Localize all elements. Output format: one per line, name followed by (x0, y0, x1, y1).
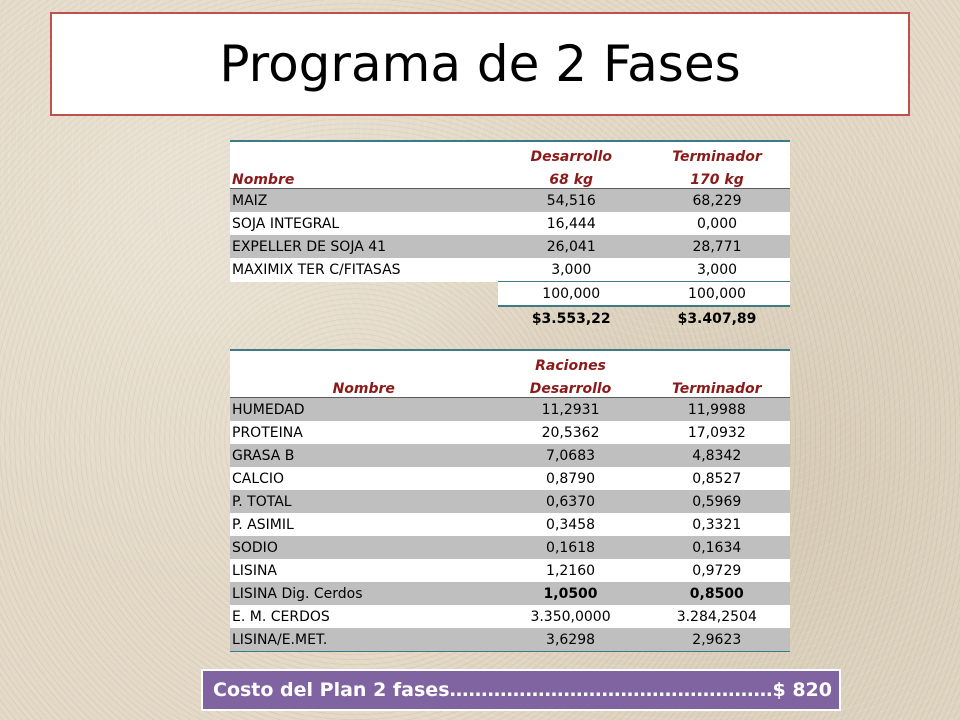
header-cell (230, 350, 498, 374)
nutrient-name: LISINA/E.MET. (230, 628, 498, 652)
header-desarrollo: Desarrollo (498, 374, 644, 398)
value-desarrollo: 11,2931 (498, 398, 644, 422)
ingredient-name: SOJA INTEGRAL (230, 212, 498, 235)
nutrient-name: GRASA B (230, 444, 498, 467)
value-terminador: 0,3321 (644, 513, 790, 536)
value-terminador: 68,229 (644, 189, 790, 213)
value-terminador: 2,9623 (644, 628, 790, 652)
table-header-row (230, 165, 790, 189)
value-terminador: 0,8500 (644, 582, 790, 605)
value-terminador: 0,000 (644, 212, 790, 235)
value-desarrollo: 0,6370 (498, 490, 644, 513)
table-row (230, 212, 790, 235)
table-row (230, 582, 790, 605)
totals-spacer (230, 282, 498, 307)
value-terminador: 0,5969 (644, 490, 790, 513)
total-terminador: 100,000 (644, 282, 790, 307)
header-terminador: Terminador (644, 141, 790, 165)
nutrient-table (230, 349, 790, 652)
table-row (230, 235, 790, 258)
table-header-row (230, 374, 790, 398)
value-desarrollo: 0,8790 (498, 467, 644, 490)
value-desarrollo: 3,6298 (498, 628, 644, 652)
cost-summary-box (201, 669, 841, 711)
table-row (230, 421, 790, 444)
table-row (230, 628, 790, 652)
table-row (230, 536, 790, 559)
table-row (230, 513, 790, 536)
price-terminador: $3.407,89 (677, 310, 757, 327)
value-terminador: 0,8527 (644, 467, 790, 490)
header-nombre: Nombre (230, 374, 498, 398)
total-desarrollo: 100,000 (498, 282, 644, 307)
value-terminador: 0,1634 (644, 536, 790, 559)
value-terminador: 3,000 (644, 258, 790, 282)
nutrient-name: LISINA (230, 559, 498, 582)
slide-title: Programa de 2 Fases (219, 35, 741, 93)
value-desarrollo: 16,444 (498, 212, 644, 235)
nutrient-name: HUMEDAD (230, 398, 498, 422)
nutrient-name: E. M. CERDOS (230, 605, 498, 628)
table-header-row (230, 350, 790, 374)
header-terminador: Terminador (644, 374, 790, 398)
table-row (230, 559, 790, 582)
cost-summary-text: Costo del Plan 2 fases……………………………………………$ 820 (213, 679, 832, 701)
price-row (230, 306, 790, 330)
value-terminador: 11,9988 (644, 398, 790, 422)
value-desarrollo: 20,5362 (498, 421, 644, 444)
table-header-row (230, 141, 790, 165)
header-raciones: Raciones (498, 350, 644, 374)
table-row (230, 398, 790, 422)
totals-row (230, 282, 790, 307)
header-nombre: Nombre (230, 165, 498, 189)
table-row (230, 467, 790, 490)
ingredient-name: MAIZ (230, 189, 498, 213)
nutrient-name: PROTEINA (230, 421, 498, 444)
value-desarrollo: 1,0500 (498, 582, 644, 605)
nutrient-name: SODIO (230, 536, 498, 559)
nutrient-name: P. TOTAL (230, 490, 498, 513)
header-weight-terminador: 170 kg (644, 165, 790, 189)
value-terminador: 3.284,2504 (644, 605, 790, 628)
title-box (50, 12, 910, 116)
value-terminador: 0,9729 (644, 559, 790, 582)
value-desarrollo: 26,041 (498, 235, 644, 258)
nutrient-name: CALCIO (230, 467, 498, 490)
value-terminador: 4,8342 (644, 444, 790, 467)
ingredient-name: EXPELLER DE SOJA 41 (230, 235, 498, 258)
value-desarrollo: 0,3458 (498, 513, 644, 536)
value-desarrollo: 3.350,0000 (498, 605, 644, 628)
table-row (230, 189, 790, 213)
value-terminador: 17,0932 (644, 421, 790, 444)
value-desarrollo: 1,2160 (498, 559, 644, 582)
table-row (230, 490, 790, 513)
table-row (230, 605, 790, 628)
value-desarrollo: 0,1618 (498, 536, 644, 559)
price-desarrollo: $3.553,22 (531, 310, 611, 327)
value-terminador: 28,771 (644, 235, 790, 258)
header-cell (644, 350, 790, 374)
nutrient-name: P. ASIMIL (230, 513, 498, 536)
price-spacer (230, 306, 498, 330)
table-row (230, 444, 790, 467)
table-row (230, 258, 790, 282)
value-desarrollo: 3,000 (498, 258, 644, 282)
formula-table (230, 140, 790, 330)
header-desarrollo: Desarrollo (498, 141, 644, 165)
ingredient-name: MAXIMIX TER C/FITASAS (230, 258, 498, 282)
header-weight-desarrollo: 68 kg (498, 165, 644, 189)
header-cell (230, 141, 498, 165)
nutrient-name: LISINA Dig. Cerdos (230, 582, 498, 605)
value-desarrollo: 7,0683 (498, 444, 644, 467)
value-desarrollo: 54,516 (498, 189, 644, 213)
